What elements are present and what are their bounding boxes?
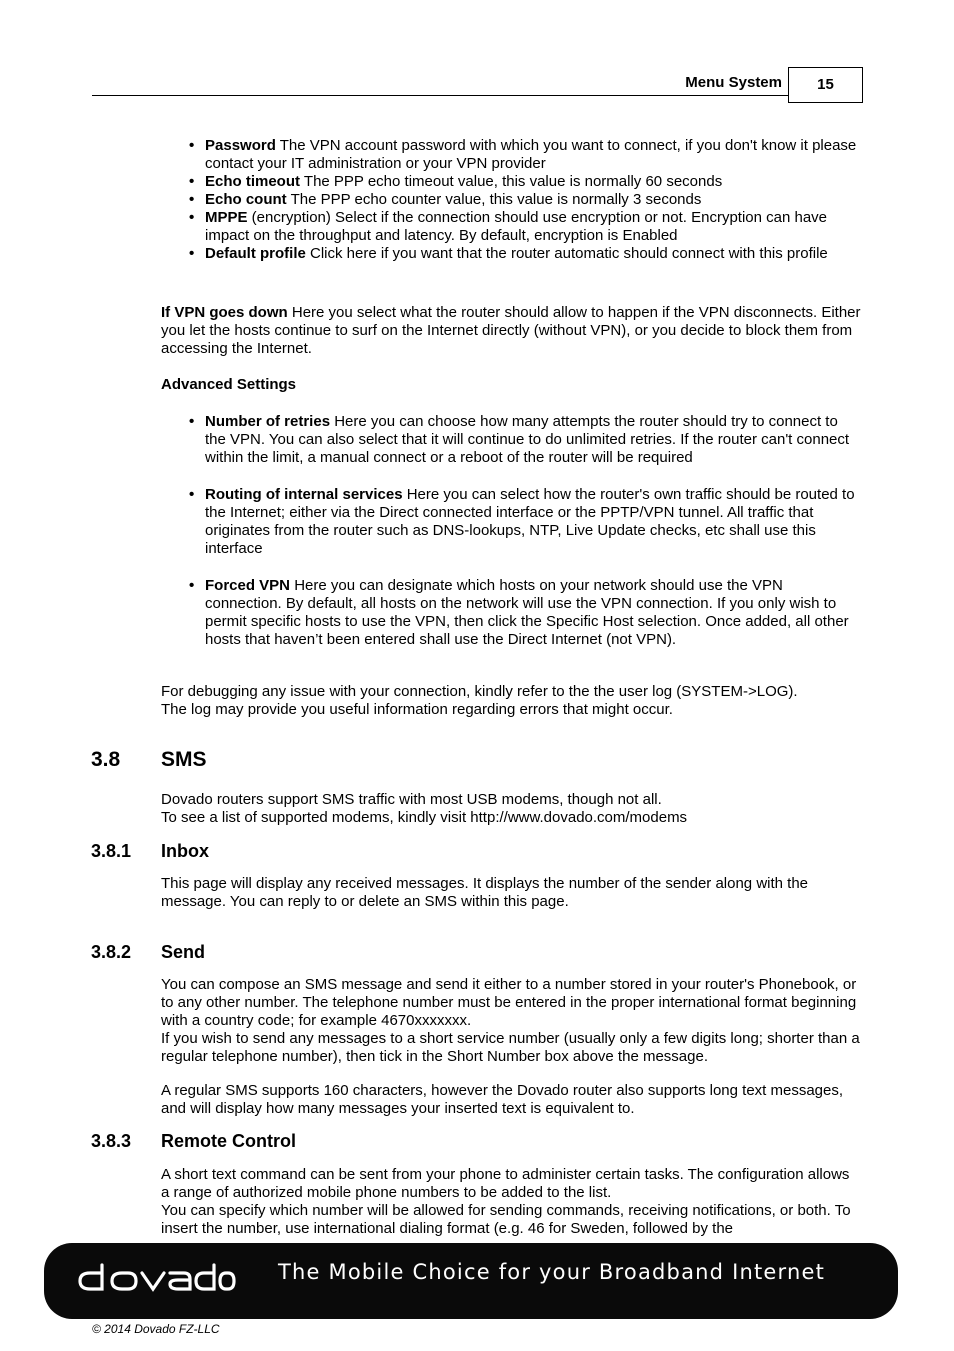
- term: Echo timeout: [205, 173, 301, 190]
- sms-intro-line-1: Dovado routers support SMS traffic with most USB modems, though not all.: [161, 791, 662, 808]
- inbox-paragraph: This page will display any received messages. It displays the number of the sender along with the message. You can reply to or delete an SMS within this page.: [161, 875, 809, 910]
- debug-line-2: The log may provide you useful information regarding errors that might occur.: [161, 701, 673, 718]
- sms-intro-line-2: To see a list of supported modems, kindly visit http://www.dovado.com/modems: [161, 809, 688, 826]
- footer-tagline: The Mobile Choice for your Broadband Internet: [278, 1260, 826, 1284]
- subsection-number: 3.8.2: [91, 942, 132, 962]
- remote-control-paragraph: [161, 1166, 861, 1238]
- list-item: [161, 413, 861, 467]
- send-paragraph-2: A regular SMS supports 160 characters, however the Dovado router also supports long text messages, and will display how many messages your inserted text is equivalent to.: [161, 1082, 844, 1117]
- vpn-down-paragraph: [161, 304, 861, 358]
- description: The PPP echo counter value, this value is normally 3 seconds: [286, 191, 702, 208]
- sms-intro: [161, 791, 861, 827]
- send-text-1: You can compose an SMS message and send it either to a number stored in your router's Phonebook, or to any other number. The telephone number must be entered in the proper international format beginning with a country code; for example 4670xxxxxxx.: [161, 976, 857, 1029]
- header-rule: [92, 95, 788, 96]
- description: The PPP echo timeout value, this value is normally 60 seconds: [300, 173, 723, 190]
- vpn-settings-list: [161, 137, 861, 263]
- subsection-title: Inbox: [161, 841, 209, 861]
- term: Number of retries: [205, 413, 331, 430]
- advanced-settings-list-2: [161, 486, 861, 558]
- list-item: [161, 173, 861, 191]
- advanced-settings-heading: Advanced Settings: [161, 376, 297, 393]
- page-number: 15: [788, 67, 863, 103]
- subsection-title: Remote Control: [161, 1131, 296, 1151]
- subsection-number: 3.8.3: [91, 1131, 132, 1151]
- list-item: [161, 209, 861, 245]
- term: Password: [205, 137, 276, 154]
- send-text-2: If you wish to send any messages to a short service number (usually only a few digits long; shorter than a regular telephone number), then tick in the Short Number box above the message.: [161, 1030, 860, 1065]
- copyright-notice: © 2014 Dovado FZ-LLC: [92, 1322, 220, 1336]
- description: Here you can designate which hosts on your network should use the VPN connection. By default, all hosts on the network will use the VPN connection. If you only wish to permit specific hosts to use the VPN, then click the Specific Host selection. Once added, all other hosts that haven’t been entered shall use the Direct Internet (not VPN).: [205, 577, 849, 648]
- term: Default profile: [205, 245, 306, 262]
- description: (encryption) Select if the connection should use encryption or not. Encryption can have impact on the throughput and latency. By default, encryption is Enabled: [205, 209, 828, 244]
- list-item: [161, 191, 861, 209]
- term: MPPE: [205, 209, 248, 226]
- remote-text-2: You can specify which number will be allowed for sending commands, receiving notifications, or both. To insert the number, use international dialing format (e.g. 46 for Sweden, followed by the: [161, 1202, 851, 1237]
- dovado-logo: [78, 1261, 238, 1301]
- debug-line-1: For debugging any issue with your connection, kindly refer to the the user log (SYSTEM->LOG).: [161, 683, 798, 700]
- running-header-title: Menu System: [685, 74, 782, 91]
- footer-banner: [44, 1243, 898, 1319]
- debug-paragraph: [161, 683, 861, 719]
- description: Click here if you want that the router automatic should connect with this profile: [305, 245, 828, 262]
- list-item: [161, 577, 861, 649]
- term: Echo count: [205, 191, 287, 208]
- section-title: SMS: [161, 748, 207, 771]
- description: Here you can choose how many attempts the router should try to connect to the VPN. You can also select that it will continue to do unlimited retries. If the router can't connect within the limit, a manual connect or a reboot of the router will be required: [205, 413, 850, 466]
- advanced-settings-list-3: [161, 577, 861, 649]
- description: The VPN account password with which you want to connect, if you don't know it please contact your IT administration or your VPN provider: [205, 137, 857, 172]
- list-item: [161, 137, 861, 173]
- send-paragraph-1: [161, 976, 861, 1066]
- subsection-number: 3.8.1: [91, 841, 132, 861]
- description: Here you select what the router should allow to happen if the VPN disconnects. Either you let the hosts continue to surf on the Internet directly (without VPN), or you decide to block them from accessing the Internet.: [161, 304, 861, 357]
- list-item: [161, 245, 861, 263]
- term: Routing of internal services: [205, 486, 403, 503]
- remote-text-1: A short text command can be sent from your phone to administer certain tasks. The configuration allows a range of authorized mobile phone numbers to be added to the list.: [161, 1166, 850, 1201]
- term: Forced VPN: [205, 577, 291, 594]
- section-number: 3.8: [91, 748, 121, 771]
- term: If VPN goes down: [161, 304, 288, 321]
- advanced-settings-list: [161, 413, 861, 467]
- description: Here you can select how the router's own traffic should be routed to the Internet; either via the Direct connected interface or the PPTP/VPN tunnel. All traffic that originates from the router such as DNS-lookups, NTP, Live Update checks, etc shall use this interface: [205, 486, 855, 557]
- subsection-title: Send: [161, 942, 206, 962]
- list-item: [161, 486, 861, 558]
